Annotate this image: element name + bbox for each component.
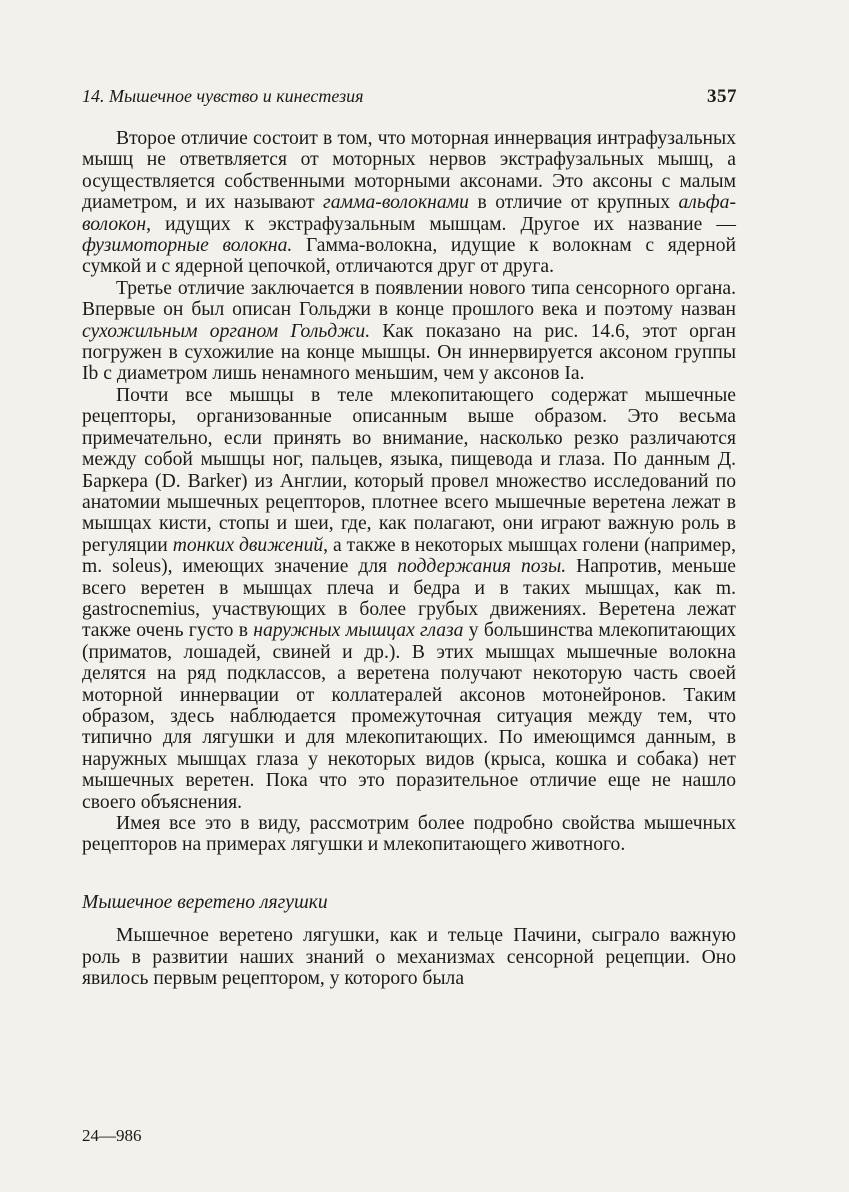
italic-term: гамма-волокнами <box>323 192 469 214</box>
paragraph <box>82 278 736 385</box>
italic-term: сухожильным органом Гольджи. <box>82 320 371 342</box>
page-number: 357 <box>707 86 737 107</box>
body-text <box>82 128 736 989</box>
paragraph-final <box>82 925 736 989</box>
text-run: Напротив, меньше всего веретен в мышцах плеча и бедра и в таких мышцах, как m. gastrocnemius, участвующих в более грубых движениях. Веретена лежат также очень густо в <box>82 556 737 642</box>
text-run: у большинства млекопитающих (приматов, лошадей, свиней и др.). В этих мышцах мышечные волокна делятся на ряд подклассов, а веретена получают некоторую часть своей моторной иннервации от коллатералей аксонов мотонейронов. Таким образом, здесь наблюдается промежуточная ситуация между тем, что типично для лягушки и для млекопитающих. По имеющимся данным, в наружных мышцах глаза у некоторых видов (крыса, кошка и собака) нет мышечных веретен. Пока что это поразительное отличие еще не нашло своего объяснения. <box>82 620 736 813</box>
chapter-title: 14. Мышечное чувство и кинестезия <box>82 86 364 106</box>
printer-signature: 24—986 <box>82 1126 142 1145</box>
text-run: , а также в некоторых мышцах голени (например, m. soleus), имеющих значение для <box>82 534 737 578</box>
paragraph <box>82 385 736 813</box>
text-run: Гамма-волокна, идущие к волокнам с ядерной сумкой и с ядерной цепочкой, отличаются друг от друга. <box>82 235 736 278</box>
text-run: в отличие от крупных <box>468 192 679 214</box>
text-run: Мышечное веретено лягушки, как и тельце Пачини, сыграло важную роль в развитии наших знаний о механизмах сенсорной рецепции. Оно явилось первым рецептором, у которого была <box>82 925 736 990</box>
text-run: Почти все мышцы в теле млекопитающего содержат мышечные рецепторы, организованные описанным выше образом. Это весьма примечательно, если принять во внимание, насколько резко различаются между собой мышцы ног, пальцев, языка, пищевода и глаза. По данным Д. Баркера (D. Barker) из Англии, который провел множество исследований по анатомии мышечных рецепторов, плотнее всего мышечные веретена лежат в мышцах кисти, стопы и шеи, где, как полагают, они играют важную роль в регуляции <box>82 384 736 556</box>
paragraphs <box>82 128 736 856</box>
italic-term: наружных мышцах глаза <box>253 620 464 642</box>
paragraph <box>82 813 736 856</box>
italic-term: поддержания позы. <box>397 556 567 578</box>
italic-term: альфа-волокон <box>82 192 736 235</box>
italic-term: тонких движений <box>172 534 324 556</box>
section-subheading: Мышечное веретено лягушки <box>82 891 328 913</box>
text-run: Как показано на рис. 14.6, этот орган погружен в сухожилие на конце мышцы. Он иннервируется аксоном группы Ib с диаметром лишь ненамного меньшим, чем у аксонов Ia. <box>82 320 736 385</box>
paragraph <box>82 128 736 278</box>
text-run: Второе отличие состоит в том, что моторная иннервация интрафузальных мышц не ответвляется от моторных нервов экстрафузальных мышц, а осуществляется собственными моторными аксонами. Это аксоны с малым диаметром, и их называют <box>82 128 736 214</box>
text-run: Имея все это в виду, рассмотрим более подробно свойства мышечных рецепторов на примерах лягушки и млекопитающего животного. <box>82 813 736 856</box>
running-head <box>82 86 737 108</box>
italic-term: фузимоторные волокна. <box>82 235 293 257</box>
text-run: , идущих к экстрафузальным мышцам. Другое их название — <box>146 213 736 235</box>
text-run: Третье отличие заключается в появлении нового типа сенсорного органа. Впервые он был описан Гольджи в конце прошлого века и поэтому назван <box>82 277 736 321</box>
